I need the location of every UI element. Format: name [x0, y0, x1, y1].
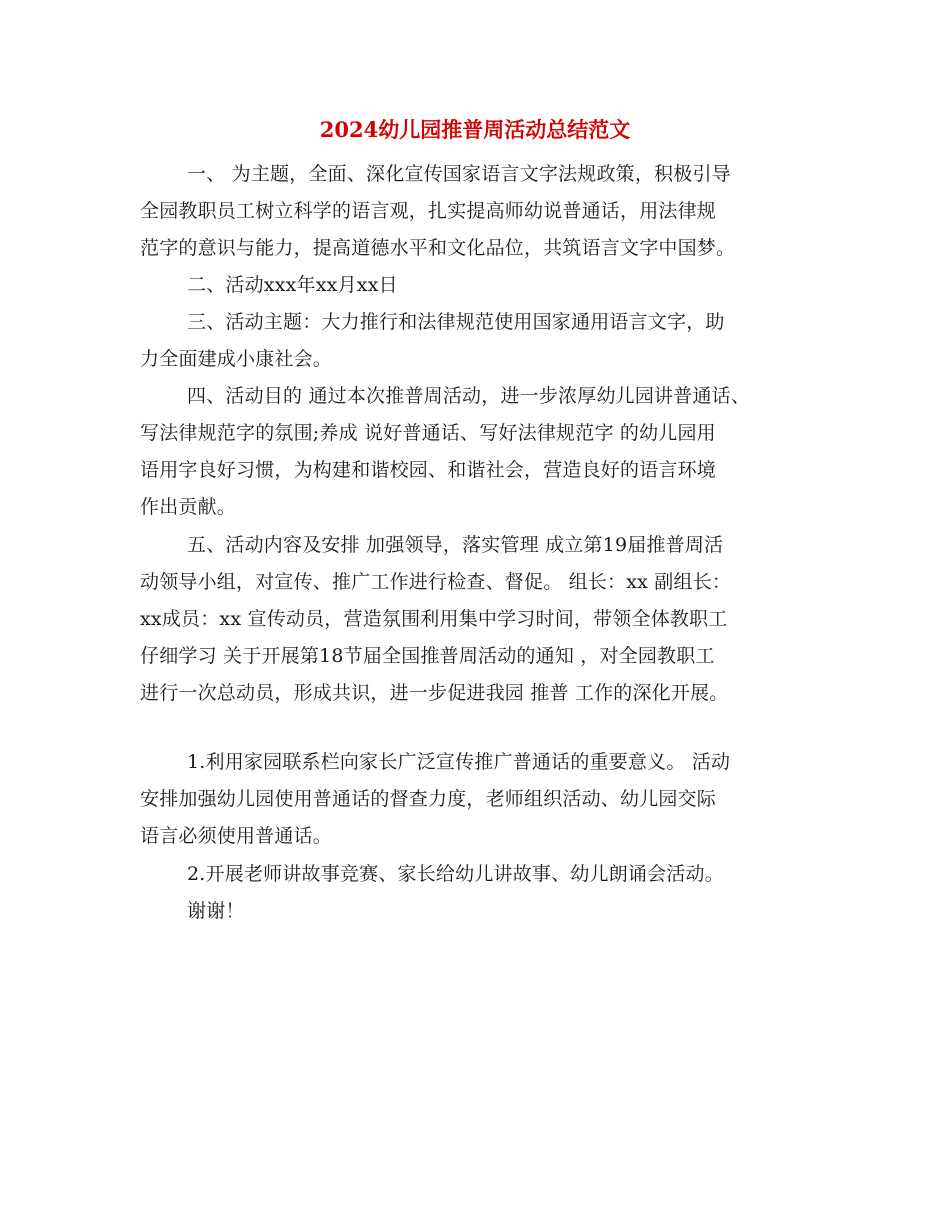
- paragraph-line: 安排加强幼儿园使用普通话的督查力度，老师组织活动、幼儿园交际: [140, 788, 717, 810]
- paragraph-line: 三、活动主题：大力推行和法律规范使用国家通用语言文字，助: [187, 311, 725, 333]
- paragraph-line: 动领导小组，对宣传、推广工作进行检查、督促。 组长：xx 副组长：: [140, 571, 732, 593]
- paragraph-line: 仔细学习 关于开展第18节届全国推普周活动的通知 ，对全园教职工: [140, 645, 715, 667]
- paragraph-line: 作出贡献。: [140, 496, 237, 518]
- paragraph-line: 写法律规范字的氛围;养成 说好普通话、写好法律规范字 的幼儿园用: [140, 422, 716, 444]
- paragraph-line: 二、活动xxx年xx月xx日: [187, 274, 398, 296]
- paragraph-line: 1.利用家园联系栏向家长广泛宣传推广普通话的重要意义。 活动: [187, 751, 731, 773]
- paragraph-line: 四、活动目的 通过本次推普周活动，进一步浓厚幼儿园讲普通话、: [187, 385, 751, 407]
- paragraph-line: 2.开展老师讲故事竞赛、家长给幼儿讲故事、幼儿朗诵会活动。: [187, 863, 724, 885]
- paragraph-line: 力全面建成小康社会。: [140, 348, 333, 370]
- paragraph-line: xx成员：xx 宣传动员，营造氛围利用集中学习时间，带领全体教职工: [140, 608, 728, 630]
- paragraph-line: 范字的意识与能力，提高道德水平和文化品位，共筑语言文字中国梦。: [140, 237, 736, 259]
- closing-line: 谢谢！: [187, 900, 245, 922]
- paragraph-line: 进行一次总动员，形成共识，进一步促进我园 推普 工作的深化开展。: [140, 682, 729, 704]
- paragraph-line: 语言必须使用普通话。: [140, 825, 333, 847]
- paragraph-line: 全园教职员工树立科学的语言观，扎实提高师幼说普通话，用法律规: [140, 200, 717, 222]
- paragraph-line: 语用字良好习惯，为构建和谐校园、和谐社会，营造良好的语言环境: [140, 459, 717, 481]
- paragraph-line: 一、 为主题，全面、深化宣传国家语言文字法规政策，积极引导: [187, 163, 731, 185]
- document-title: 2024幼儿园推普周活动总结范文: [319, 117, 631, 142]
- paragraph-line: 五、活动内容及安排 加强领导，落实管理 成立第19届推普周活: [187, 534, 724, 556]
